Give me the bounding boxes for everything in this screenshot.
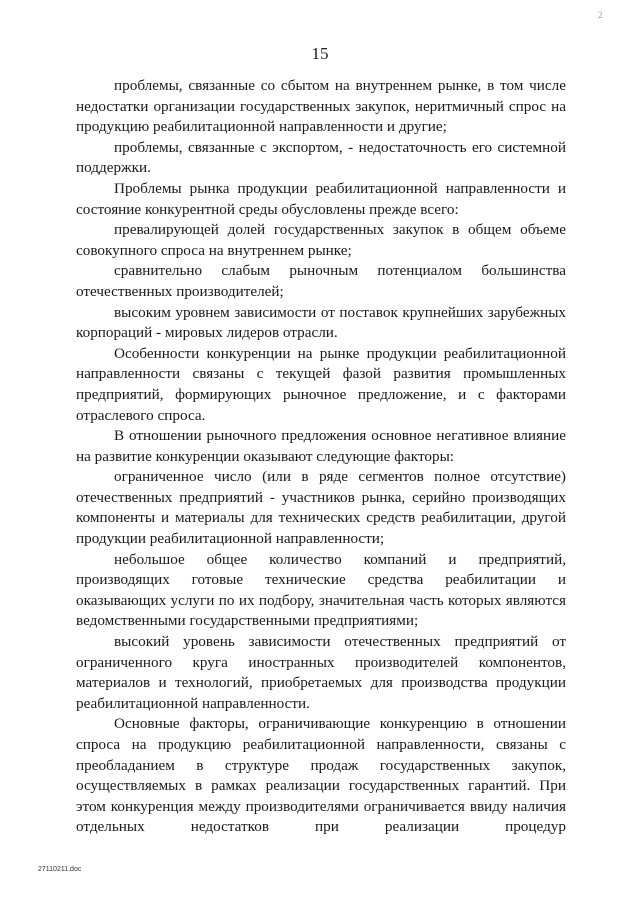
paragraph: ограниченное число (или в ряде сегментов полное отсутствие) отечественных предприятий - участников рынка, серийно производящих компоненты и материалы для технических средств реабилитации, другой продукции реабилитационной направленности; [76,468,566,548]
paragraph: Проблемы рынка продукции реабилитационной направленности и состояние конкурентной среды обусловлены прежде всего: [76,179,566,218]
paragraph: высоким уровнем зависимости от поставок крупнейших зарубежных корпораций - мировых лидеров отрасли. [76,303,566,342]
footer-file-code: 27110211.doc [38,866,82,873]
paragraph: превалирующей долей государственных закупок в общем объеме совокупного спроса на внутреннем рынке; [76,221,566,259]
document-body [76,76,566,838]
paragraph-continued: Основные факторы, ограничивающие конкуренцию в отношении спроса на продукцию реабилитационной направленности, связаны с преобладанием в структуре продаж государственных закупок, осуществляемых в рамках реализации государственных гарантий. При этом конкуренция между производителями ограничивается ввиду наличия отдельных недостатков при реализации процедур [76,715,566,836]
paragraph: В отношении рыночного предложения основное негативное влияние на развитие конкуренции оказывают следующие факторы: [76,427,566,465]
paragraph: небольшое общее количество компаний и предприятий, производящих готовые технические средства реабилитации и оказывающих услуги по их подбору, значительная часть которых являются ведомственными государственными предприятиями; [76,550,566,630]
page-number: 15 [311,44,329,63]
paragraph: сравнительно слабым рыночным потенциалом большинства отечественных производителей; [76,262,566,300]
page-corner-mark: 2 [598,10,603,20]
paragraph: Особенности конкуренции на рынке продукции реабилитационной направленности связаны с текущей фазой развития промышленных предприятий, формирующих рыночное предложение, и с факторами отраслевого спроса. [76,344,566,424]
paragraph: проблемы, связанные с экспортом, - недостаточность его системной поддержки. [76,138,566,177]
paragraph: высокий уровень зависимости отечественных предприятий от ограниченного круга иностранных производителей компонентов, материалов и технологий, приобретаемых для производства продукции реабилитационной направленности. [76,633,566,712]
paragraph: проблемы, связанные со сбытом на внутреннем рынке, в том числе недостатки организации государственных закупок, неритмичный спрос на продукцию реабилитационной направленности и другие; [76,77,566,136]
